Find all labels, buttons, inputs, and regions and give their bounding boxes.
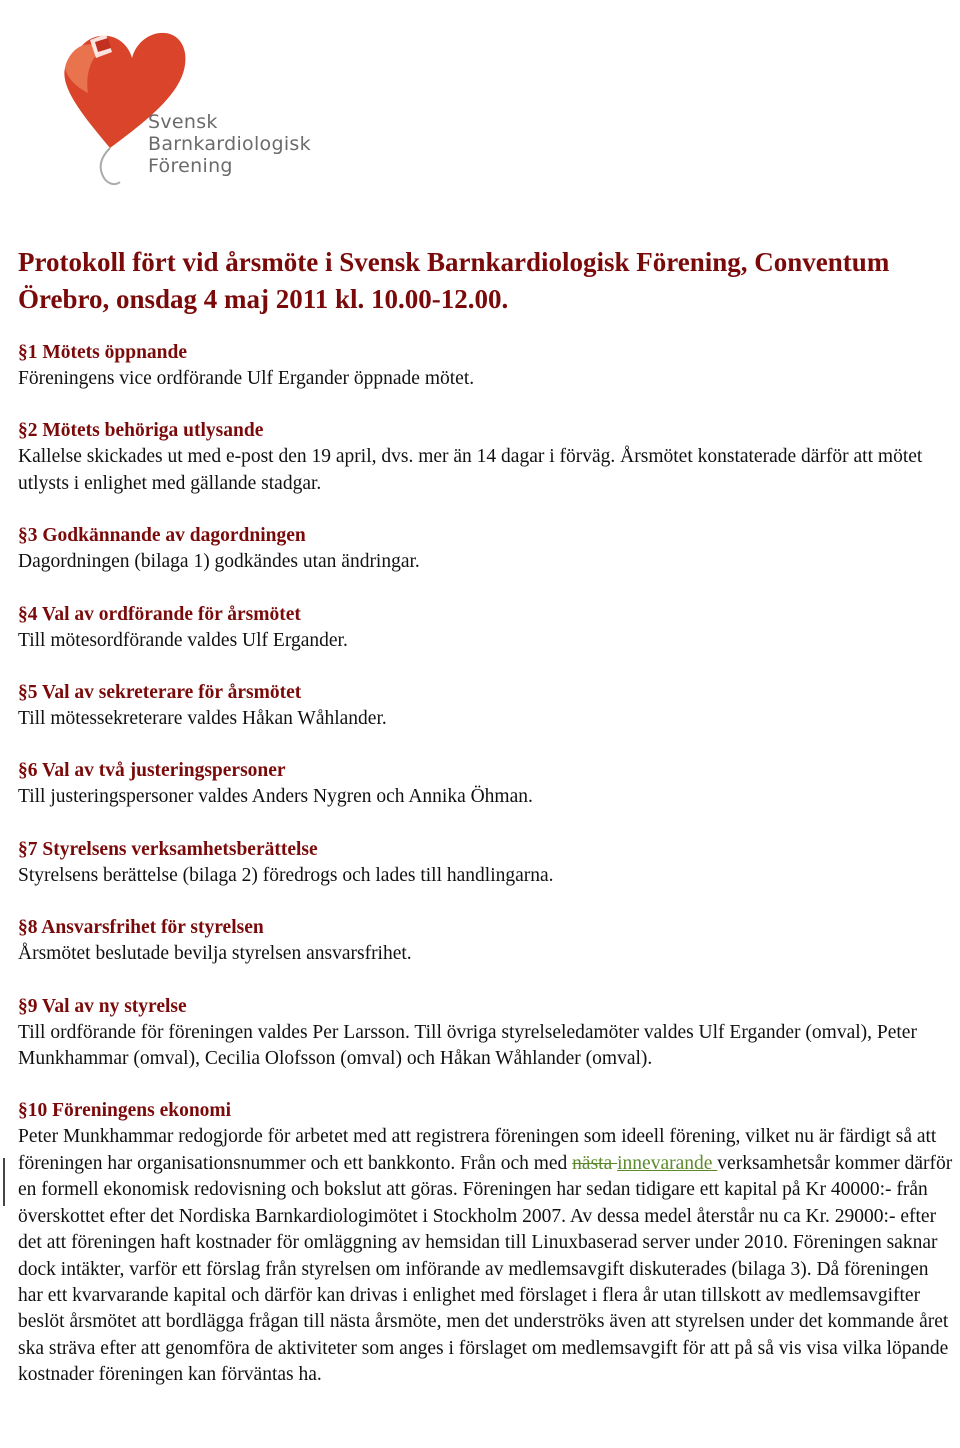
logo-line-3: Förening [148, 155, 233, 177]
section-body-text: Peter Munkhammar redogjorde för arbetet med att registrera föreningen som ideell förening, vilket nu är färdigt så att föreningen har organisationsnummer och ett bankkonto. Från och med [18, 1126, 937, 1174]
section-1 [18, 340, 953, 392]
section-4 [18, 602, 953, 654]
section-heading: §10 Föreningens ekonomi [18, 1100, 232, 1122]
section-8 [18, 915, 953, 967]
section-2 [18, 418, 953, 497]
section-heading: §8 Ansvarsfrihet för styrelsen [18, 917, 264, 939]
section-heading: §5 Val av sekreterare för årsmötet [18, 682, 302, 704]
section-heading: §3 Godkännande av dagordningen [18, 525, 306, 547]
section-heading: §4 Val av ordförande för årsmötet [18, 603, 301, 625]
section-6 [18, 758, 953, 810]
section-body: Till mötessekreterare valdes Håkan Wåhlander. [18, 708, 387, 730]
protocol-sections [18, 340, 953, 1415]
section-body: Dagordningen (bilaga 1) godkändes utan ändringar. [18, 551, 420, 573]
section-7 [18, 837, 953, 889]
section-body: Till justeringspersoner valdes Anders Nygren och Annika Öhman. [18, 786, 533, 808]
section-heading: §9 Val av ny styrelse [18, 995, 187, 1017]
section-body: Årsmötet beslutade bevilja styrelsen ansvarsfrihet. [18, 943, 412, 965]
section-body: Föreningens vice ordförande Ulf Ergander öppnade mötet. [18, 368, 475, 389]
section-body: Till ordförande för föreningen valdes Per Larsson. Till övriga styrelseledamöter valdes Ulf Ergander (omval), Peter Munkhammar (omval), Cecilia Olofsson (omval) och Håkan Wåhlander (omval). [18, 1021, 917, 1070]
section-heading: §7 Styrelsens verksamhetsberättelse [18, 838, 318, 860]
section-5 [18, 680, 953, 732]
section-10 [18, 1098, 953, 1388]
section-body-text: verksamhetsår kommer därför en formell ekonomisk redovisning och bokslut att göras. Föreningen har sedan tidigare ett kapital på Kr 40000:- från överskottet efter det Nordiska Barnkardiologimötet i Stockholm 2007. Av dessa medel återstår nu ca Kr. 29000:- efter det att föreningen haft kostnader för omläggning av hemsidan till Linuxbaserad server under 2010. Föreningen saknar dock intäkter, varför ett förslag från styrelsen om införande av medlemsavgift diskuterades (bilaga 3). Då föreningen har ett kvarvarande kapital och därför kan drivas i enlighet med förslaget i flera år utan tillskott av medlemsavgifter beslöt årsmötet att bordlägga frågan till nästa årsmöte, men det underströks även att styrelsen under det kommande året ska sträva efter att genomföra de aktiviteter som anges i förslaget om medlemsavgift för att på så vis visa vilka löpande kostnader föreningen kan förväntas ha. [18, 1152, 953, 1386]
section-heading: §1 Mötets öppnande [18, 342, 188, 363]
document-title: Protokoll fört vid årsmöte i Svensk Barnkardiologisk Förening, Conventum Örebro, onsdag 4 maj 2011 kl. 10.00-12.00. [18, 247, 890, 314]
section-body [18, 1124, 953, 1388]
section-heading: §6 Val av två justeringspersoner [18, 760, 286, 782]
section-heading: §2 Mötets behöriga utlysande [18, 420, 264, 442]
inserted-revision-text: innevarande [617, 1152, 718, 1174]
section-body: Till mötesordförande valdes Ulf Ergander. [18, 629, 348, 651]
change-bar [3, 1158, 5, 1206]
logo-line-2: Barnkardiologisk [148, 133, 311, 155]
section-3 [18, 523, 953, 575]
deleted-revision-text: nästa [572, 1152, 618, 1174]
logo-line-1: Svensk [148, 111, 218, 133]
section-body: Kallelse skickades ut med e-post den 19 april, dvs. mer än 14 dagar i förväg. Årsmötet konstaterade därför att mötet utlysts i enlighet med gällande stadgar. [18, 446, 923, 494]
section-body: Styrelsens berättelse (bilaga 2) föredrogs och lades till handlingarna. [18, 864, 554, 886]
association-logo [40, 18, 340, 193]
section-9 [18, 994, 953, 1073]
